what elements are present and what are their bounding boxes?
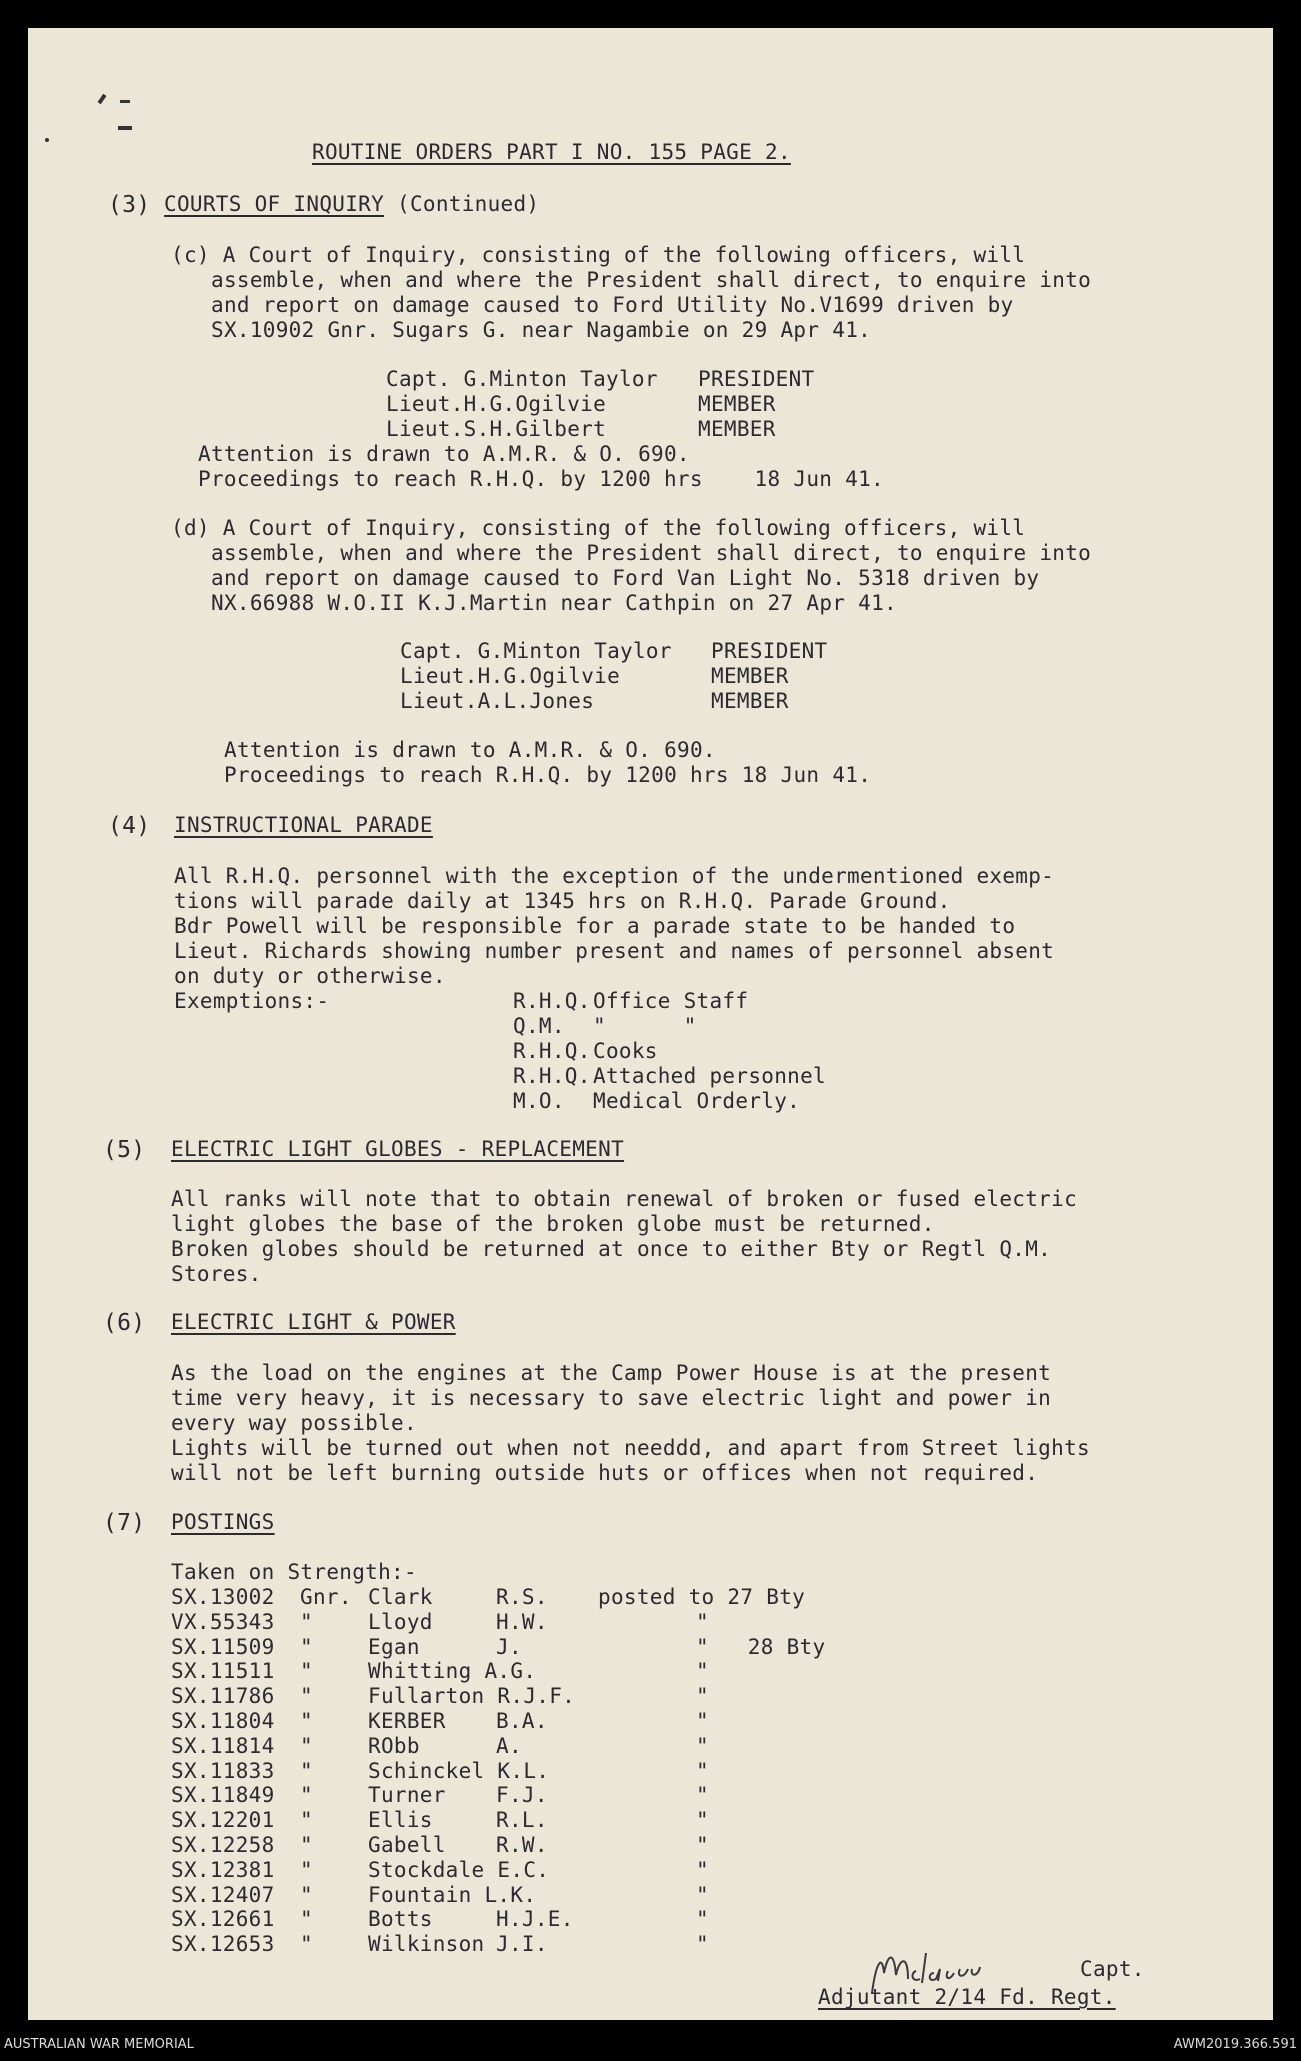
s4-line-1: All R.H.Q. personnel with the exception of the undermentioned exemp- (174, 864, 1055, 888)
posting-no: SX.11511 (171, 1659, 275, 1684)
exemption-unit: M.O. (513, 1089, 565, 1113)
posting-no: SX.12201 (171, 1808, 275, 1833)
posting-rank: " (300, 1783, 313, 1808)
s6-line-1: As the load on the engines at the Camp Power House is at the present (171, 1361, 1052, 1385)
exemption-desc: Office Staff (593, 989, 749, 1013)
punch-mark (97, 94, 106, 104)
posting-no: SX.12381 (171, 1857, 275, 1882)
posting-rank: " (300, 1857, 313, 1882)
posting-no: SX.12258 (171, 1833, 275, 1857)
posting-rank: " (300, 1882, 313, 1907)
para-d-line-4: NX.66988 W.O.II K.J.Martin near Cathpin on 27 Apr 41. (211, 591, 897, 615)
posting-posted: " (696, 1758, 709, 1783)
footer-accession: AWM2019.366.591 (1173, 2037, 1297, 2052)
s6-line-3: every way possible. (171, 1411, 417, 1435)
posting-no: SX.13002 (171, 1585, 275, 1609)
posting-init: F.J. (496, 1783, 548, 1808)
posting-rank: " (300, 1684, 313, 1709)
posting-no: SX.12653 (171, 1932, 275, 1957)
posting-rank: " (300, 1907, 313, 1932)
officer-name: Capt. G.Minton Taylor (386, 367, 658, 391)
posting-name: Egan (368, 1634, 420, 1659)
s5-line-3: Broken globes should be returned at once to either Bty or Regtl Q.M. (171, 1237, 1052, 1261)
posting-init: J. (496, 1634, 522, 1659)
posting-rank: " (300, 1932, 313, 1957)
posting-init: R.L. (496, 1808, 548, 1833)
para-c-line-4: SX.10902 Gnr. Sugars G. near Nagambie on 29 Apr 41. (211, 318, 872, 342)
exemption-unit: R.H.Q. (513, 989, 591, 1013)
posting-init: R.S. (496, 1585, 548, 1609)
s5-line-4: Stores. (171, 1262, 262, 1286)
posting-init: B.A. (496, 1709, 548, 1733)
exemption-desc: Cooks (593, 1039, 658, 1063)
posting-name: Stockdale E.C. (368, 1857, 550, 1882)
posting-rank: " (300, 1758, 313, 1783)
section-3-number: (3) (108, 192, 151, 218)
posting-no: SX.11509 (171, 1634, 275, 1659)
posting-posted: " (696, 1733, 709, 1758)
posting-name: RObb (368, 1733, 420, 1758)
posting-posted: " (696, 1882, 709, 1907)
posting-posted: " (696, 1783, 709, 1808)
posting-name: Gabell (368, 1833, 446, 1857)
archive-footer (0, 2030, 1301, 2061)
posting-posted: " (696, 1609, 709, 1634)
para-d-line-3: and report on damage caused to Ford Van Light No. 5318 driven by (211, 566, 1040, 590)
para-c-line-2: assemble, when and where the President shall direct, to enquire into (211, 268, 1092, 292)
posting-no: SX.11849 (171, 1783, 275, 1808)
para-d-line-2: assemble, when and where the President shall direct, to enquire into (211, 541, 1092, 565)
posting-name: Clark (368, 1585, 433, 1609)
exemption-desc: Attached personnel (593, 1064, 826, 1088)
posting-posted: posted to 27 Bty (598, 1585, 806, 1609)
exemptions-label: Exemptions:- (174, 989, 330, 1013)
posting-name: Ellis (368, 1808, 433, 1833)
s5-line-2: light globes the base of the broken globe must be returned. (171, 1212, 935, 1236)
officer-role: PRESIDENT (711, 639, 828, 663)
para-d-proceedings: Proceedings to reach R.H.Q. by 1200 hrs 18 Jun 41. (224, 763, 872, 787)
page-title: ROUTINE ORDERS PART I NO. 155 PAGE 2. (312, 140, 791, 164)
exemption-unit: R.H.Q. (513, 1064, 591, 1088)
para-c-attention: Attention is drawn to A.M.R. & O. 690. (198, 442, 690, 466)
posting-name: Fountain L.K. (368, 1882, 537, 1907)
posting-posted: " (696, 1684, 709, 1709)
posting-rank: " (300, 1659, 313, 1684)
posting-rank: Gnr. (300, 1585, 352, 1609)
posting-no: SX.11786 (171, 1684, 275, 1709)
posting-init: H.W. (496, 1609, 548, 1634)
officer-name: Capt. G.Minton Taylor (400, 639, 672, 663)
officer-role: MEMBER (711, 664, 789, 688)
s4-line-4: Lieut. Richards showing number present and names of personnel absent (174, 939, 1055, 963)
posting-rank: " (300, 1634, 313, 1659)
posting-name: KERBER (368, 1709, 446, 1733)
posting-posted: " (696, 1932, 709, 1957)
exemption-desc: Medical Orderly. (593, 1089, 801, 1113)
exemption-unit: R.H.Q. (513, 1039, 591, 1063)
posting-posted: " (696, 1808, 709, 1833)
taken-on-strength-label: Taken on Strength:- (171, 1560, 417, 1584)
officer-role: MEMBER (698, 417, 776, 441)
punch-mark (45, 138, 49, 142)
posting-init: R.W. (496, 1833, 548, 1857)
posting-rank: " (300, 1709, 313, 1733)
posting-no: SX.11833 (171, 1758, 275, 1783)
posting-name: Whitting A.G. (368, 1659, 537, 1684)
posting-posted: " 28 Bty (696, 1634, 826, 1659)
officer-name: Lieut.S.H.Gilbert (386, 417, 607, 441)
section-5-heading: ELECTRIC LIGHT GLOBES - REPLACEMENT (171, 1137, 625, 1161)
para-d-line-1: (d) A Court of Inquiry, consisting of the following officers, will (171, 516, 1026, 540)
para-c-line-1: (c) A Court of Inquiry, consisting of the following officers, will (171, 243, 1026, 267)
section-4-heading: INSTRUCTIONAL PARADE (174, 813, 433, 837)
posting-name: Turner (368, 1783, 446, 1808)
posting-posted: " (696, 1833, 709, 1857)
s5-line-1: All ranks will note that to obtain renewal of broken or fused electric (171, 1187, 1078, 1211)
s6-line-4: Lights will be turned out when not needdd, and apart from Street lights (171, 1436, 1090, 1460)
document-page (28, 28, 1273, 2020)
posting-no: SX.12407 (171, 1882, 275, 1907)
posting-name: Lloyd (368, 1609, 433, 1634)
posting-name: Fullarton R.J.F. (368, 1684, 576, 1709)
para-c-line-3: and report on damage caused to Ford Utility No.V1699 driven by (211, 293, 1014, 317)
officer-name: Lieut.A.L.Jones (400, 689, 595, 713)
posting-posted: " (696, 1709, 709, 1733)
para-d-attention: Attention is drawn to A.M.R. & O. 690. (224, 738, 716, 762)
posting-name: Wilkinson (368, 1932, 485, 1957)
exemption-unit: Q.M. (513, 1014, 565, 1038)
posting-no: SX.11804 (171, 1709, 275, 1733)
section-3-heading: COURTS OF INQUIRY (164, 192, 385, 216)
posting-init: H.J.E. (496, 1907, 574, 1932)
signature-title: Adjutant 2/14 Fd. Regt. (818, 1985, 1116, 2009)
section-3-heading-row (164, 194, 539, 215)
section-3-heading-suffix: (Continued) (397, 192, 540, 216)
posting-rank: " (300, 1733, 313, 1758)
officer-role: MEMBER (698, 392, 776, 416)
s4-line-2: tions will parade daily at 1345 hrs on R.H.Q. Parade Ground. (174, 889, 951, 913)
posting-posted: " (696, 1907, 709, 1932)
officer-role: PRESIDENT (698, 367, 815, 391)
section-4-number: (4) (108, 813, 151, 839)
footer-source: AUSTRALIAN WAR MEMORIAL (4, 2037, 194, 2052)
punch-mark (118, 126, 132, 130)
posting-rank: " (300, 1808, 313, 1833)
section-7-number: (7) (103, 1510, 146, 1536)
s4-line-5: on duty or otherwise. (174, 964, 446, 988)
s6-line-5: will not be left burning outside huts or offices when not required. (171, 1461, 1039, 1485)
posting-init: A. (496, 1733, 522, 1758)
posting-name: Botts (368, 1907, 433, 1932)
punch-mark (120, 100, 130, 103)
exemption-desc: " " (593, 1014, 697, 1038)
posting-posted: " (696, 1659, 709, 1684)
posting-rank: " (300, 1833, 313, 1857)
s4-line-3: Bdr Powell will be responsible for a parade state to be handed to (174, 914, 1016, 938)
posting-posted: " (696, 1857, 709, 1882)
posting-no: SX.12661 (171, 1907, 275, 1932)
posting-rank: " (300, 1609, 313, 1634)
section-5-number: (5) (103, 1137, 146, 1163)
para-c-proceedings: Proceedings to reach R.H.Q. by 1200 hrs 18 Jun 41. (198, 467, 884, 491)
posting-name: Schinckel K.L. (368, 1758, 550, 1783)
signature-rank: Capt. (1080, 1957, 1145, 1981)
section-7-heading: POSTINGS (171, 1510, 275, 1534)
posting-init: J.I. (496, 1932, 548, 1957)
officer-role: MEMBER (711, 689, 789, 713)
s6-line-2: time very heavy, it is necessary to save electric light and power in (171, 1386, 1052, 1410)
posting-no: VX.55343 (171, 1609, 275, 1634)
officer-name: Lieut.H.G.Ogilvie (386, 392, 607, 416)
section-6-heading: ELECTRIC LIGHT & POWER (171, 1310, 456, 1334)
posting-no: SX.11814 (171, 1733, 275, 1758)
section-6-number: (6) (103, 1310, 146, 1336)
officer-name: Lieut.H.G.Ogilvie (400, 664, 621, 688)
